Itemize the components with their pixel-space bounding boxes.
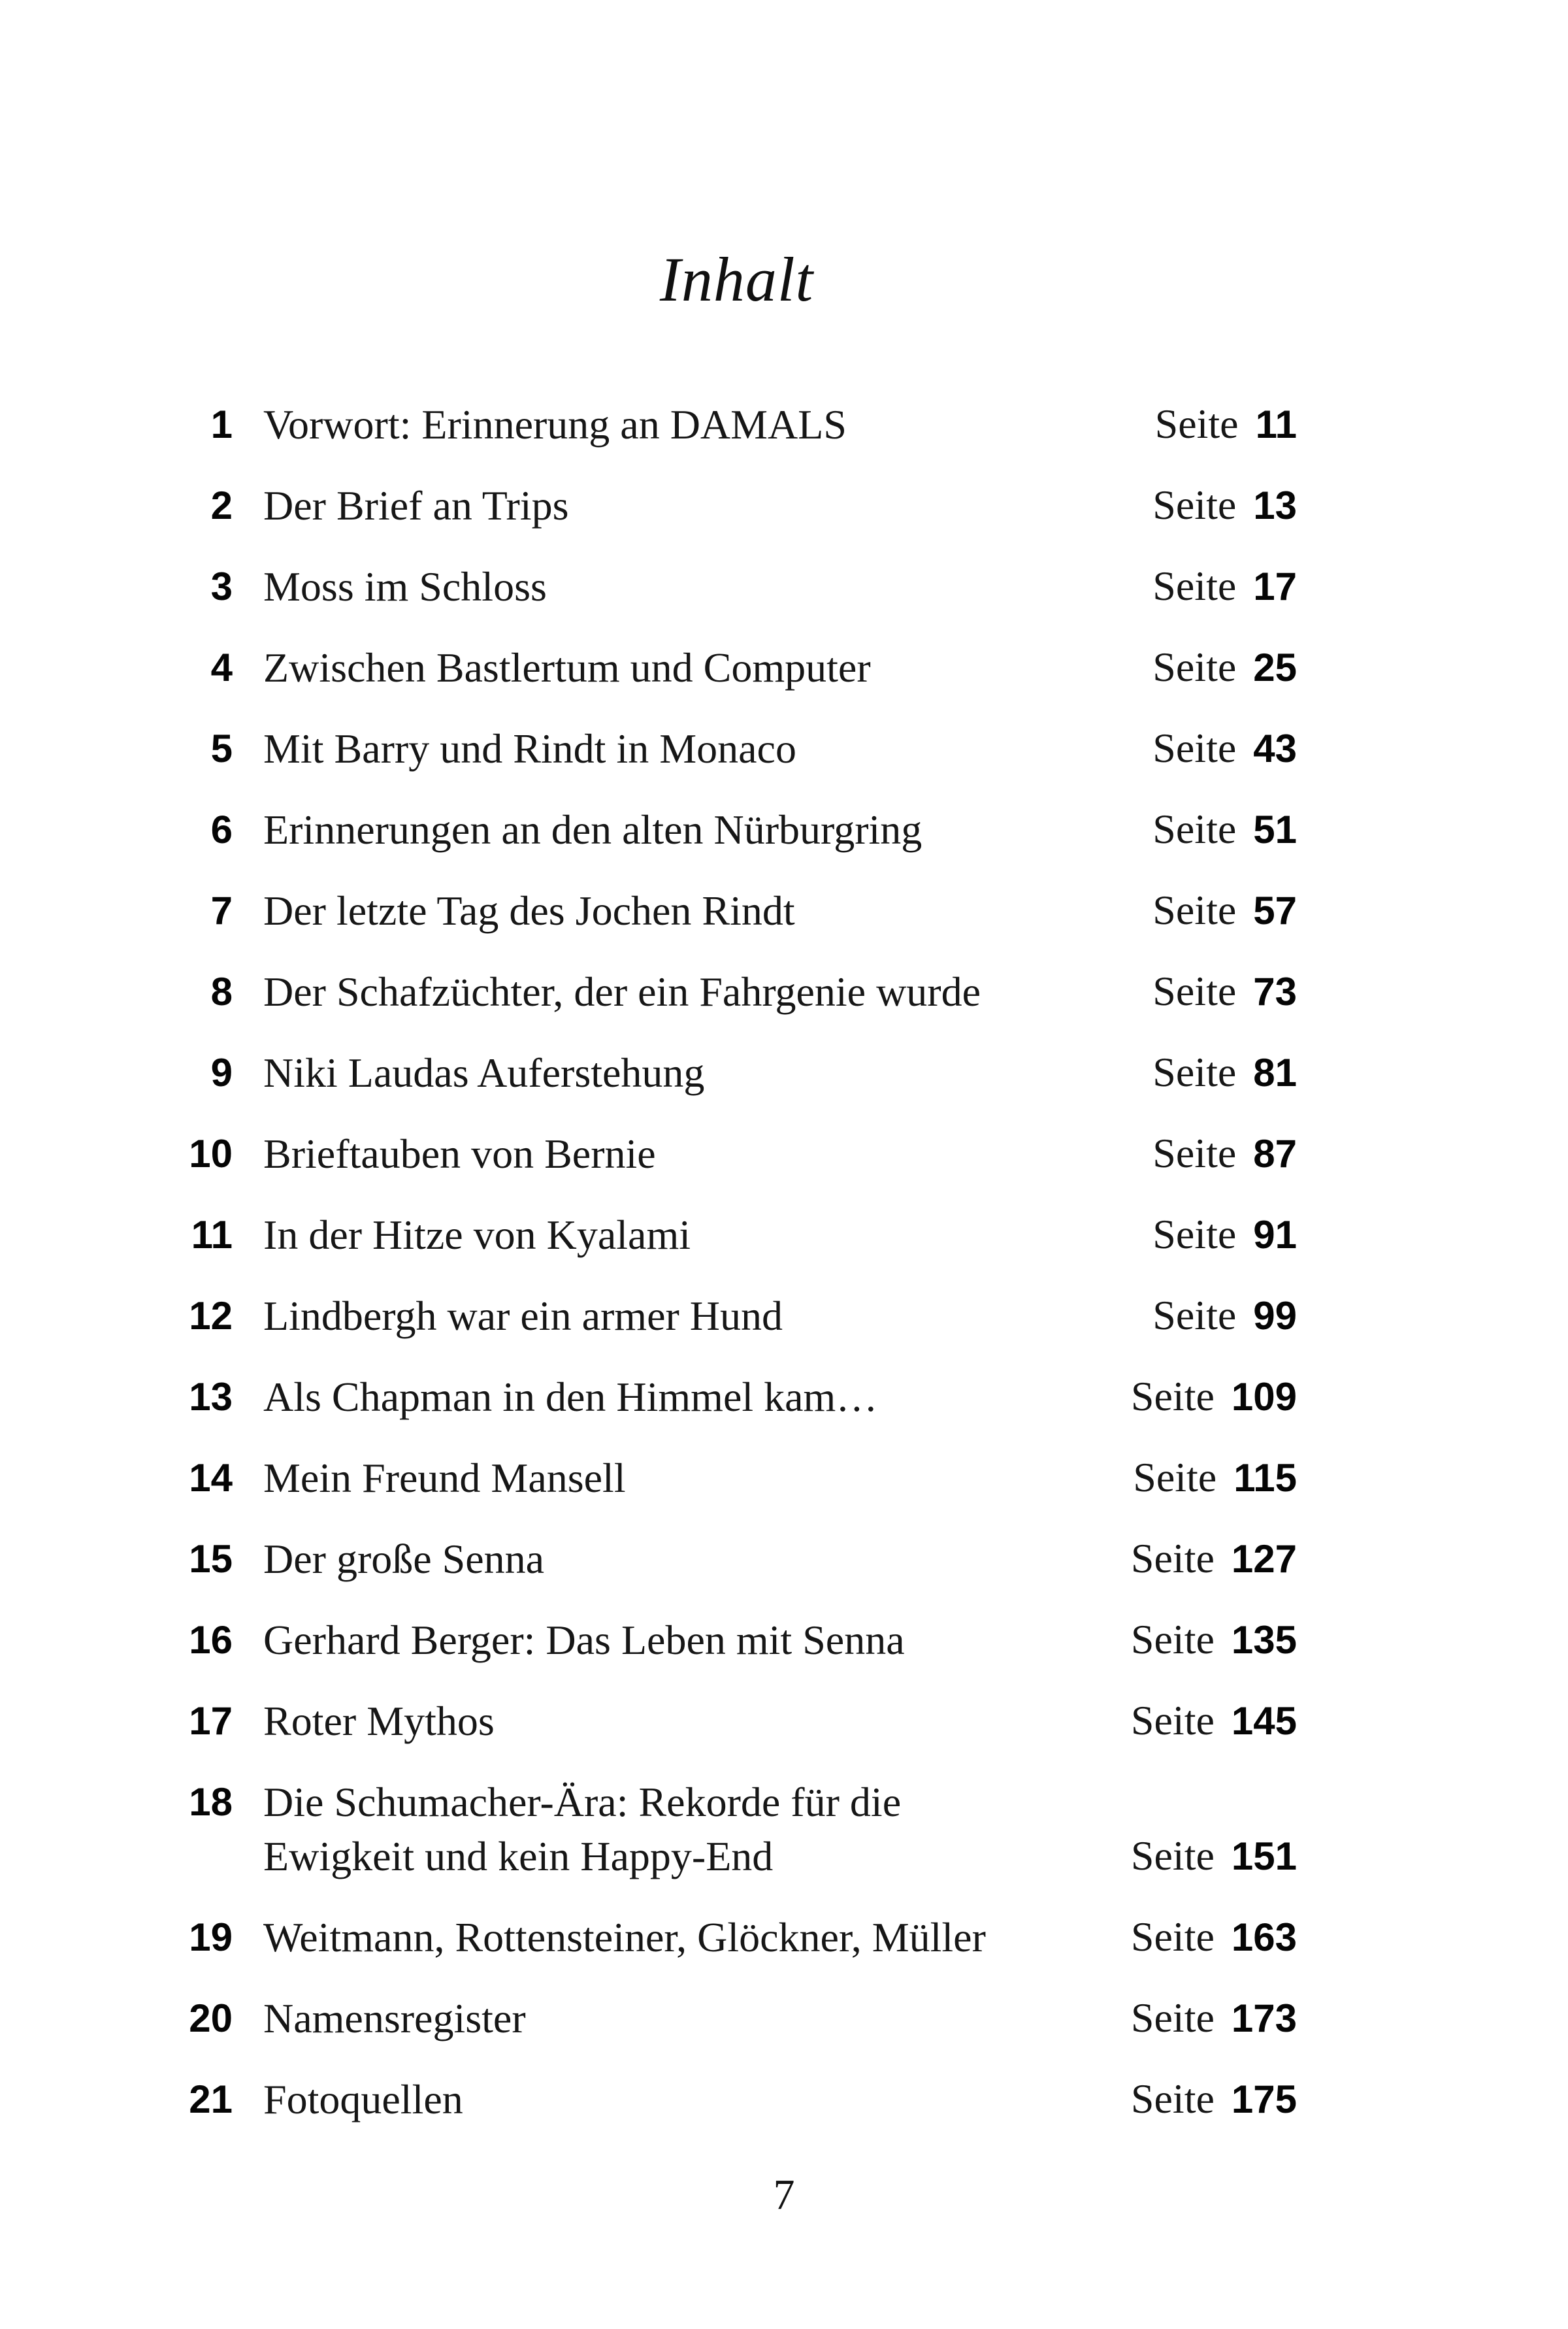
page-number: 145: [1231, 1699, 1297, 1743]
chapter-number: 18: [189, 1780, 233, 1824]
seite-label: Seite: [1130, 1697, 1215, 1743]
seite-label: Seite: [1152, 644, 1237, 690]
toc-entry: [176, 1694, 1297, 1748]
page-number: 57: [1253, 889, 1297, 933]
page-number: 73: [1253, 970, 1297, 1014]
chapter-title-line: Der Schafzüchter, der ein Fahrgenie wurde: [263, 968, 981, 1015]
page-number: 163: [1231, 1915, 1297, 1959]
page-ref: [1131, 1828, 1297, 1883]
chapter-title-line: Lindbergh war ein armer Hund: [263, 1293, 783, 1339]
seite-label: Seite: [1152, 806, 1237, 852]
chapter-number: 2: [210, 484, 233, 527]
chapter-number: 13: [189, 1375, 233, 1419]
seite-label: Seite: [1152, 1130, 1237, 1176]
toc-entry: [176, 1451, 1297, 1505]
toc-entry: [176, 1208, 1297, 1262]
chapter-number: 16: [189, 1618, 233, 1662]
seite-label: Seite: [1130, 1535, 1215, 1581]
page-title: Inhalt: [659, 244, 814, 314]
chapter-title-line: Mit Barry und Rindt in Monaco: [263, 725, 796, 772]
toc-list: [176, 397, 1297, 2153]
toc-entry: [176, 478, 1297, 533]
toc-entry: [176, 1910, 1297, 1964]
page-number: 17: [1253, 565, 1297, 608]
chapter-number: 10: [189, 1132, 233, 1176]
chapter-title-line: Der große Senna: [263, 1536, 545, 1582]
chapter-title: [263, 559, 1297, 614]
page-ref: [1152, 478, 1297, 533]
seite-label: Seite: [1130, 1373, 1215, 1419]
seite-label: Seite: [1152, 1049, 1237, 1095]
toc-entry: [176, 1775, 1297, 1883]
chapter-number: 4: [210, 646, 233, 689]
page-number: 51: [1253, 808, 1297, 851]
toc-entry: [176, 1532, 1297, 1586]
chapter-number: 14: [189, 1456, 233, 1500]
page-ref: [1152, 1126, 1297, 1181]
chapter-title-line: Ewigkeit und kein Happy-End: [263, 1833, 774, 1879]
page-ref: [1131, 1531, 1297, 1586]
page-ref: [1152, 964, 1297, 1019]
toc-entry: [176, 1370, 1297, 1424]
chapter-title-line: Roter Mythos: [263, 1698, 495, 1744]
page-number: 13: [1253, 484, 1297, 527]
seite-label: Seite: [1152, 887, 1237, 933]
toc-entry: [176, 802, 1297, 857]
seite-label: Seite: [1130, 1994, 1215, 2041]
chapter-title-line: Moss im Schloss: [263, 563, 547, 610]
page-ref: [1152, 1045, 1297, 1100]
seite-label: Seite: [1152, 482, 1237, 528]
chapter-title: [263, 397, 1297, 452]
chapter-number: 21: [189, 2077, 233, 2121]
chapter-number: 5: [210, 727, 233, 770]
folio-page-number: 7: [773, 2171, 795, 2219]
page-number: 135: [1231, 1618, 1297, 1662]
page-ref: [1131, 1369, 1297, 1424]
page-ref: [1131, 2072, 1297, 2126]
seite-label: Seite: [1152, 968, 1237, 1014]
toc-entry: [176, 965, 1297, 1019]
page-number: 87: [1253, 1132, 1297, 1176]
chapter-title-line: Die Schumacher-Ära: Rekorde für die: [263, 1779, 902, 1825]
seite-label: Seite: [1154, 401, 1239, 447]
page-ref: [1155, 397, 1297, 452]
chapter-title-line: Weitmann, Rottensteiner, Glöckner, Müller: [263, 1914, 986, 1960]
seite-label: Seite: [1133, 1454, 1217, 1500]
chapter-number: 15: [189, 1537, 233, 1581]
seite-label: Seite: [1152, 1292, 1237, 1338]
chapter-title: [263, 478, 1297, 533]
toc-entry: [176, 884, 1297, 938]
chapter-title-line: Fotoquellen: [263, 2076, 463, 2123]
page-number: 91: [1253, 1213, 1297, 1257]
chapter-number: 9: [210, 1051, 233, 1095]
chapter-title-line: Brieftauben von Bernie: [263, 1131, 656, 1177]
page-ref: [1131, 1909, 1297, 1964]
toc-entry: [176, 1289, 1297, 1343]
page-number: 81: [1253, 1051, 1297, 1095]
chapter-title-line: Zwischen Bastlertum und Computer: [263, 644, 871, 691]
chapter-title-line: Erinnerungen an den alten Nürburgring: [263, 806, 923, 853]
chapter-title-line: Als Chapman in den Himmel kam…: [263, 1374, 878, 1420]
chapter-title: [263, 721, 1297, 776]
toc-entry: [176, 640, 1297, 695]
chapter-number: 6: [210, 808, 233, 851]
page-ref: [1131, 1612, 1297, 1667]
page-ref: [1131, 1990, 1297, 2045]
toc-entry: [176, 397, 1297, 452]
page-number: 173: [1231, 1996, 1297, 2040]
chapter-title-line: Gerhard Berger: Das Leben mit Senna: [263, 1617, 905, 1663]
page-number: 109: [1231, 1375, 1297, 1419]
chapter-number: 19: [189, 1915, 233, 1959]
toc-entry: [176, 1046, 1297, 1100]
page-ref: [1152, 1288, 1297, 1343]
chapter-number: 8: [210, 970, 233, 1014]
page-ref: [1152, 721, 1297, 776]
chapter-title-line: Vorwort: Erinnerung an DAMALS: [263, 401, 847, 448]
page-number: 115: [1233, 1456, 1297, 1500]
toc-entry: [176, 1991, 1297, 2045]
chapter-number: 17: [189, 1699, 233, 1743]
chapter-title: [263, 1289, 1297, 1343]
page-number: 127: [1231, 1537, 1297, 1581]
toc-entry: [176, 559, 1297, 614]
page-ref: [1152, 559, 1297, 614]
chapter-number: 12: [189, 1294, 233, 1338]
chapter-title: [263, 640, 1297, 695]
chapter-number: 3: [210, 565, 233, 608]
chapter-title: [263, 1127, 1297, 1181]
page-number: 151: [1231, 1834, 1297, 1878]
chapter-title-line: In der Hitze von Kyalami: [263, 1212, 691, 1258]
chapter-title: [263, 965, 1297, 1019]
page-number: 175: [1231, 2077, 1297, 2121]
page-ref: [1152, 802, 1297, 857]
chapter-number: 20: [189, 1996, 233, 2040]
chapter-number: 1: [210, 403, 233, 446]
chapter-title-line: Namensregister: [263, 1995, 526, 2041]
chapter-number: 7: [210, 889, 233, 933]
chapter-title: [263, 802, 1297, 857]
seite-label: Seite: [1130, 1832, 1215, 1879]
chapter-number: 11: [191, 1213, 233, 1257]
chapter-title-line: Niki Laudas Auferstehung: [263, 1049, 705, 1096]
seite-label: Seite: [1130, 1913, 1215, 1960]
chapter-title: [263, 1046, 1297, 1100]
page-ref: [1131, 1693, 1297, 1748]
seite-label: Seite: [1130, 1616, 1215, 1662]
page-number: 99: [1253, 1294, 1297, 1338]
toc-entry: [176, 1613, 1297, 1667]
toc-entry: [176, 1127, 1297, 1181]
page-number: 25: [1253, 646, 1297, 689]
page-ref: [1152, 1207, 1297, 1262]
page-number: 11: [1255, 403, 1297, 446]
chapter-title-line: Der letzte Tag des Jochen Rindt: [263, 887, 795, 934]
toc-entry: [176, 2072, 1297, 2126]
seite-label: Seite: [1152, 563, 1237, 609]
chapter-title: [263, 884, 1297, 938]
toc-entry: [176, 721, 1297, 776]
seite-label: Seite: [1152, 1211, 1237, 1257]
chapter-title-line: Der Brief an Trips: [263, 482, 569, 529]
page-ref: [1133, 1450, 1297, 1505]
chapter-title: [263, 1208, 1297, 1262]
chapter-title-line: Mein Freund Mansell: [263, 1455, 626, 1501]
seite-label: Seite: [1130, 2075, 1215, 2122]
page-ref: [1152, 640, 1297, 695]
seite-label: Seite: [1152, 725, 1237, 771]
page-number: 43: [1253, 727, 1297, 770]
page-ref: [1152, 883, 1297, 938]
